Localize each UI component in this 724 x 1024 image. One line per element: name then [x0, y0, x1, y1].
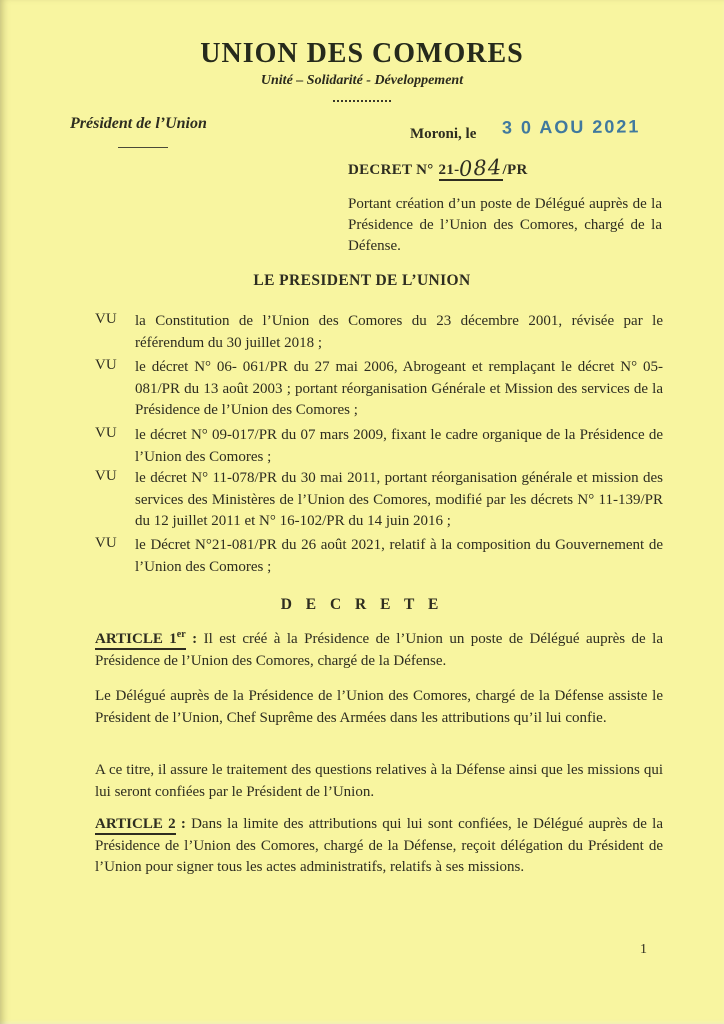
vu-clause: [95, 311, 663, 354]
article-2: [95, 814, 663, 879]
decrete-heading: D E C R E T E: [280, 596, 444, 613]
dateline-label: Moroni, le: [410, 126, 477, 142]
vu-text: le décret N° 09-017/PR du 07 mars 2009, fixant le cadre organique de la Présidence de l’Union des Comores ;: [135, 427, 663, 465]
decree-number-typed: 21-: [438, 162, 460, 178]
decree-number-prefix: DECRET N°: [348, 162, 434, 178]
issuing-office: Président de l’Union: [70, 115, 207, 132]
vu-text: le Décret N°21-081/PR du 26 août 2021, relatif à la composition du Gouvernement de l’Union des Comores ;: [135, 537, 663, 575]
national-motto: Unité – Solidarité - Développement: [260, 73, 464, 88]
president-heading: LE PRESIDENT DE L’UNION: [253, 272, 471, 289]
decree-number-handwritten: 084: [458, 154, 504, 182]
vu-clause: [95, 535, 663, 578]
article-1-label: ARTICLE 1er: [95, 631, 186, 650]
page-number: 1: [640, 942, 647, 957]
vu-label: VU: [95, 357, 117, 373]
article-1-colon: :: [185, 631, 204, 647]
vu-text: la Constitution de l’Union des Comores du 23 décembre 2001, révisée par le référendum du 30 juillet 2018 ;: [135, 313, 663, 351]
vu-label: VU: [95, 425, 117, 441]
vu-label: VU: [95, 311, 117, 327]
article-2-text: Dans la limite des attributions qui lui sont confiées, le Délégué auprès de la Présidence de l’Union des Comores, chargé de la Défense, reçoit délégation du Président de l’Union pour signer tous les actes administratifs, relatifs à ses missions.: [95, 816, 663, 875]
article-1-text: Il est créé à la Présidence de l’Union un poste de Délégué auprès de la Présidence de l’Union des Comores, chargé de la Défense.: [95, 631, 663, 669]
vu-label: VU: [95, 535, 117, 551]
vu-clause: [95, 468, 663, 533]
date-stamp: 3 0 AOU 2021: [501, 116, 641, 138]
decree-subject: Portant création d’un poste de Délégué auprès de la Présidence de l’Union des Comores, chargé de la Défense.: [348, 196, 662, 254]
decree-number-line: [348, 154, 528, 182]
vu-label: VU: [95, 468, 117, 484]
vu-text: le décret N° 06- 061/PR du 27 mai 2006, Abrogeant et remplaçant le décret N° 05-081/PR du 13 août 2003 ; portant réorganisation Générale et Mission des services de la Présidence de l’Union des Comores ;: [135, 359, 663, 418]
article-1-paragraph-3: A ce titre, il assure le traitement des questions relatives à la Défense ainsi que les missions qui lui seront confiées par le Président de l’Union.: [95, 762, 663, 800]
article-2-colon: :: [175, 816, 192, 832]
article-1-superscript: er: [176, 629, 186, 640]
vu-text: le décret N° 11-078/PR du 30 mai 2011, portant réorganisation générale et mission des services des Ministères de l’Union des Comores, modifié par les décrets N° 11-139/PR du 12 juillet 2011 et N° 16-102/PR du 14 juin 2016 ;: [135, 470, 663, 529]
article-2-label: ARTICLE 2: [95, 816, 176, 835]
office-divider: [118, 147, 168, 148]
decree-number-suffix: /PR: [502, 162, 528, 178]
motto-divider: [333, 100, 391, 102]
vu-clause: [95, 357, 663, 422]
article-1: [95, 629, 663, 672]
vu-clause: [95, 425, 663, 468]
article-1-paragraph-2: Le Délégué auprès de la Présidence de l’Union des Comores, chargé de la Défense assiste le Président de l’Union, Chef Suprême des Armées dans les attributions qu’il lui confie.: [95, 688, 663, 726]
country-title: UNION DES COMORES: [200, 38, 524, 69]
